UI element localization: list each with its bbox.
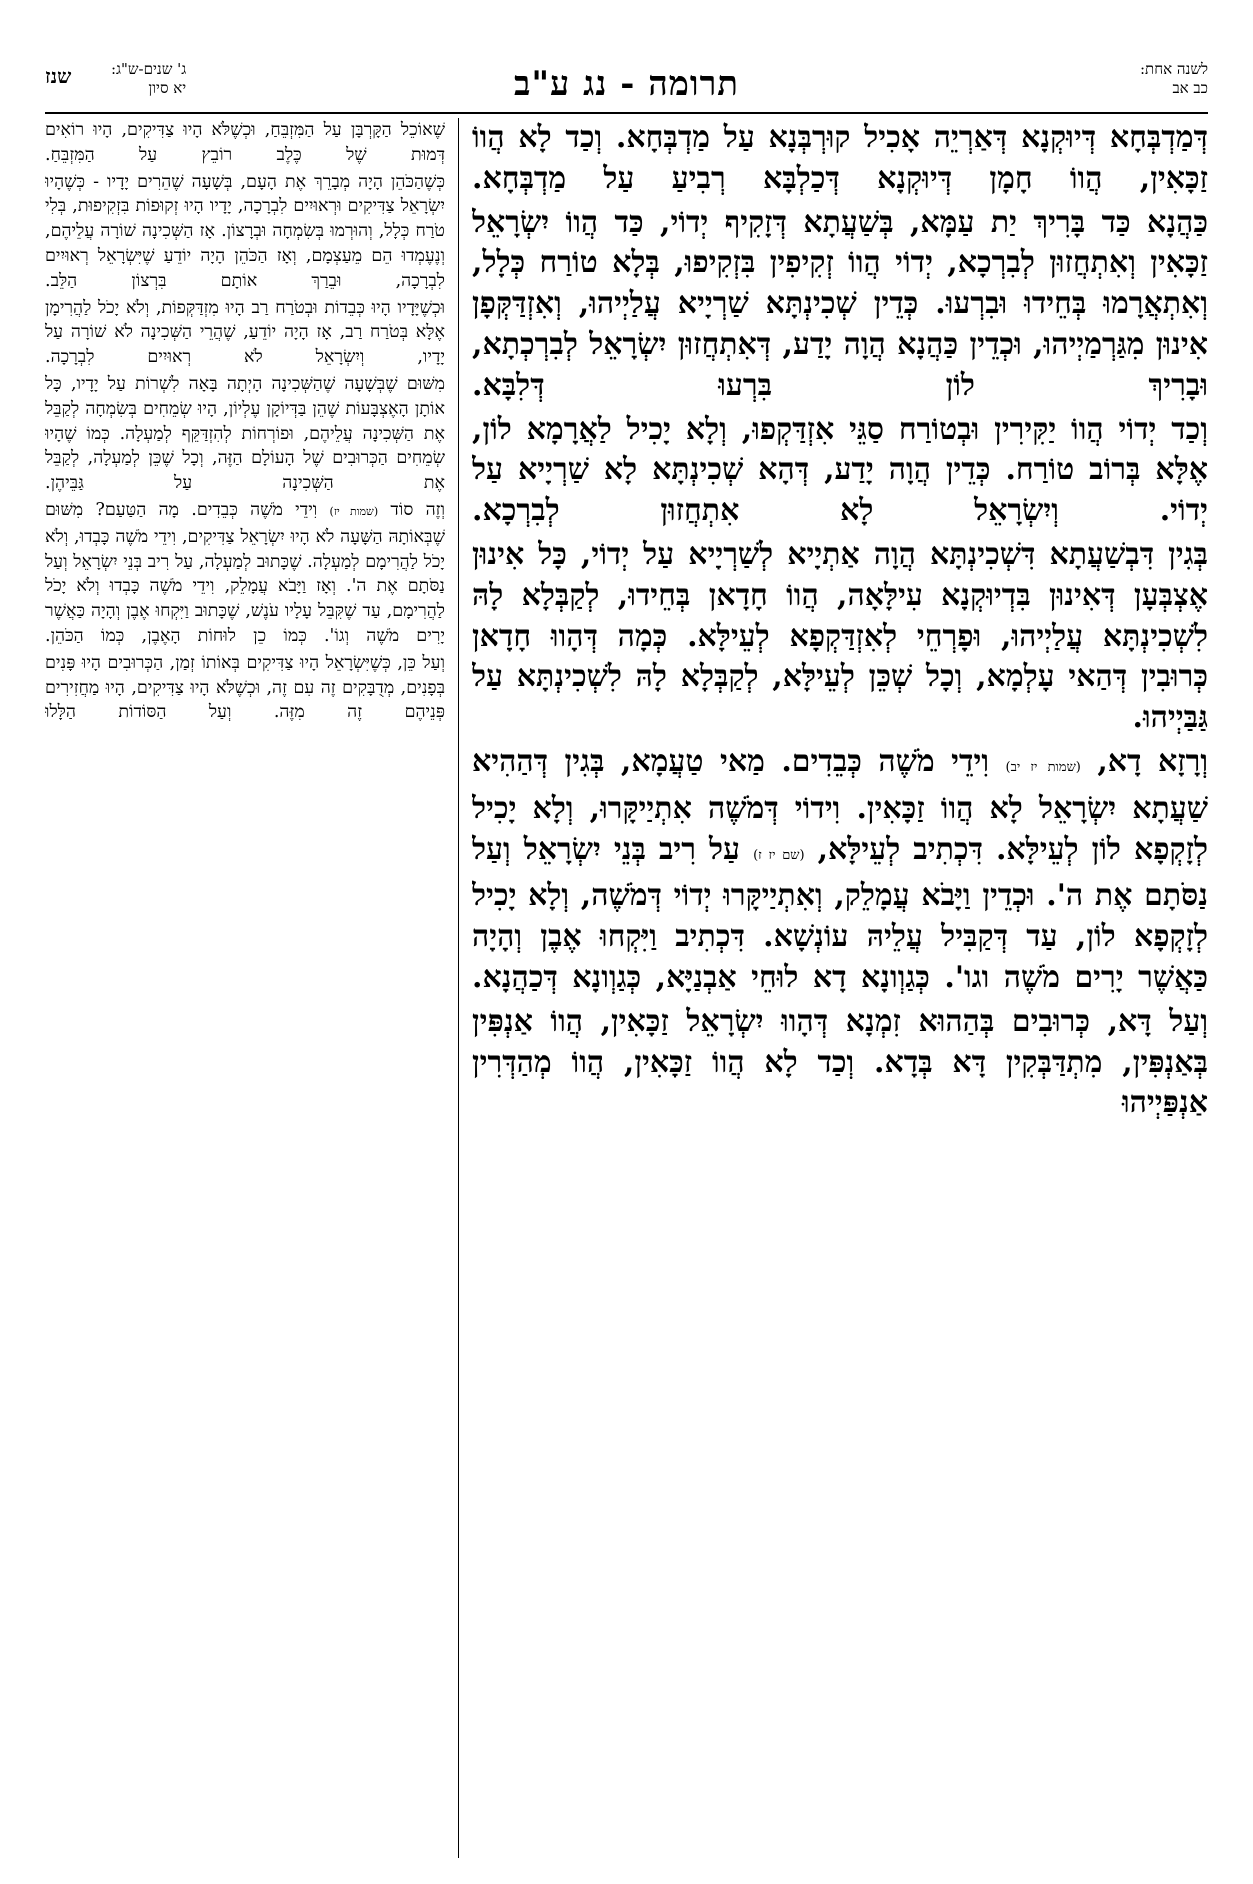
header-right-line2: כב אב — [1172, 79, 1208, 97]
main-paragraph: כַּהֲנָא כַּד בָּרִיךְ יַת עַמָּא, בְּשַׁעֲתָא דְּזָקִיף יְדוֹי, כַּד הֲווֹ יִשְׂרָאֵל זַכָּאִין וְאִתְחֲזוּן לְבִרְכָא, יְדוֹי הֲווֹ זְקִיפִין בִּזְקִיפוּ, בְּלָא טוֹרַח כְּלָל, וְאִתְאֲרָמוּ בְּחֵידוּ וּבִרְעוּ. כְּדֵין שְׁכִינְתָּא שַׁרְיָיא עֲלַיְיהוּ, וְאִזְדַּקְּפָן אִינוּן מִגַּרְמַיְיהוּ, וּכְדֵין כַּהֲנָא הֲוָה יָדַע, דְּאִתְחֲזוּן יִשְׂרָאֵל לְבִרְכְתָא, וּבָרִיךְ לוֹן בִּרְעוּ דְּלִבָּא. — [472, 204, 1208, 403]
side-paragraph: וְעַל כֵּן, כְּשֶׁיִּשְׂרָאֵל הָיוּ צַדִּיקִים בְּאוֹתוֹ זְמַן, הַכְּרוּבִים הָיוּ פָּנִים בְּפָנִים, מְדֻבָּקִים זֶה עִם זֶה, וּכְשֶׁלֹּא הָיוּ צַדִּיקִים, הָיוּ מַחֲזִירִים פְּנֵיהֶם זֶה מִזֶּה. וְעַל הַסּוֹדוֹת הַלָּלוּ — [45, 652, 445, 723]
scripture-reference: (שמות יז) — [329, 504, 379, 518]
main-paragraph: וְעַל דָּא, כְּרוּבִים בְּהַהוּא זִמְנָא דְּהָווּ יִשְׂרָאֵל זַכָּאִין, הֲווֹ אַנְפִּין בְּאַנְפִּין, מִתְדַּבְּקִין דָּא בְּדָא. וְכַד לָא הֲווֹ זַכָּאִין, הֲווֹ מְהַדְּרִין אַנְפַּיְיהוּ — [472, 1003, 1208, 1121]
scripture-reference: (שם יז ז) — [753, 847, 805, 863]
main-paragraph: בְּגִין דִּבְשַׁעֲתָא דִּשְׁכִינְתָּא הֲוָה אַתְיָיא לְשַׁרְיָיא עַל יְדוֹי, כָּל אִינוּן אֶצְבְּעָן דְּאִינוּן בִּדְיוּקְנָא עִילָּאָה, הֲווֹ חָדָאן בְּחֵידוּ, לְקַבְּלָא לָהּ לִשְׁכִינְתָּא עֲלַיְיהוּ, וּפָרְחֵי לְאִזְדַּקְפָא לְעֵילָּא. כְּמָה דְּהָווּ חָדָאן כְּרוּבִין דְּהַאי עָלְמָא, וְכָל שְׁכֵּן לְעֵילָּא, לְקַבְּלָא לָהּ לִשְׁכִינְתָּא עַל גַּבַּיְיהוּ. — [472, 536, 1208, 736]
main-aramaic-column — [472, 118, 1208, 1858]
side-paragraph: מִשּׁוּם שֶׁבְּשָׁעָה שֶׁהַשְּׁכִינָה הָיְתָה בָּאָה לִשְׁרוֹת עַל יָדָיו, כָּל אוֹתָן הָאֶצְבָּעוֹת שֶׁהֵן בַּדְּיוֹקָן עֶלְיוֹן, הָיוּ שְׂמֵחִים בְּשִׂמְחָה לְקַבֵּל אֶת הַשְּׁכִינָה עֲלֵיהֶם, וּפוֹרְחוֹת לְהִזְדַּקֵּף לְמַעְלָה. כְּמוֹ שֶׁהָיוּ שְׂמֵחִים הַכְּרוּבִים שֶׁל הָעוֹלָם הַזֶּה, וְכָל שֶׁכֵּן לְמַעְלָה, לְקַבֵּל אֶת הַשְּׁכִינָה עַל גַּבֵּיהֶן. — [45, 373, 445, 494]
page-number: שנז — [45, 64, 72, 88]
side-paragraph: וּכְשֶׁיָּדָיו הָיוּ כְּבֵדוֹת וּבְטֹרַח רַב הָיוּ מִזְדַּקְּפוֹת, וְלֹא יָכֹל לַהֲרִימָן אֶלָּא בְּטֹרַח רַב, אָז הָיָה יוֹדֵעַ, שֶׁהֲרֵי הַשְּׁכִינָה לֹא שׁוֹרָה עַל יָדָיו, וְיִשְׂרָאֵל לֹא רְאוּיִים לִבְרָכָה. — [45, 297, 445, 368]
main-paragraph: וְכַד יְדוֹי הֲווֹ יַקִּירִין וּבְטוֹרַח סַגֵּי אִזְדַּקְפוּ, וְלָא יָכִיל לַאֲרָמָא לוֹן, אֶלָּא בְּרוֹב טוֹרַח. כְּדֵין הֲוָה יָדַע, דְּהָא שְׁכִינְתָּא לָא שַׁרְיָיא עַל יְדוֹי. וְיִשְׂרָאֵל לָא אִתְחֲזוּן לְבִרְכָא. — [472, 411, 1208, 529]
side-paragraph: שֶׁאוֹכֵל הַקָּרְבָּן עַל הַמִּזְבֵּחַ, וּכְשֶׁלֹּא הָיוּ צַדִּיקִים, הָיוּ רוֹאִים דְּמוּת שֶׁל כֶּלֶב רוֹבֵץ עַל הַמִּזְבֵּחַ. — [45, 120, 445, 165]
hebrew-translation-column — [45, 118, 445, 1858]
header-left-line2: יא סיון — [148, 79, 187, 97]
column-divider — [458, 118, 459, 1858]
side-paragraph-with-ref: וְזֶה סוֹד (שמות יז) וִידֵי מֹשֶׁה כְּבֵדִים. מָה הַטַּעַם? מִשּׁוּם שֶׁבְּאוֹתָהּ הַשָּׁעָה לֹא הָיוּ יִשְׂרָאֵל צַדִּיקִים, וִידֵי מֹשֶׁה כָּבְדוּ, וְלֹא יָכֹל לַהֲרִימָם לְמַעְלָה. שֶׁכָּתוּב לְמַעְלָה, עַל רִיב בְּנֵי יִשְׂרָאֵל וְעַל נַסֹּתָם אֶת ה'. וְאָז וַיָּבֹא עֲמָלֵק, וִידֵי מֹשֶׁה כָּבְדוּ וְלֹא יָכֹל לַהֲרִימָם, עַד שֶׁקִּבֵּל עָלָיו עֹנֶשׁ, שֶׁכָּתוּב וַיִּקְחוּ אֶבֶן וְהָיָה כַּאֲשֶׁר יָרִים מֹשֶׁה וְגוֹ'. כְּמוֹ כֵן לוּחוֹת הָאֶבֶן, כְּמוֹ הַכֹּהֵן. — [45, 499, 445, 646]
header-right-line1: לשנה אחת: — [1140, 60, 1208, 78]
side-paragraph: כְּשֶׁהַכֹּהֵן הָיָה מְבָרֵךְ אֶת הָעָם, בְּשָׁעָה שֶׁהֵרִים יָדָיו - כְּשֶׁהָיוּ יִשְׂרָאֵל צַדִּיקִים וּרְאוּיִים לִבְרָכָה, יָדָיו הָיוּ זְקוּפוֹת בִּזְקִיפוּת, בְּלִי טֹרַח כְּלָל, וְהוּרְמוּ בְּשִׂמְחָה וּבְרָצוֹן. אָז הַשְּׁכִינָה שׁוֹרָה עֲלֵיהֶם, וְנֶעֶמְדוּ הֵם מֵעַצְמָם, וְאָז הַכֹּהֵן הָיָה יוֹדֵעַ שֶׁיִּשְׂרָאֵל רְאוּיִים לִבְרָכָה, וּבֵרַךְ אוֹתָם בִּרְצוֹן הַלֵּב. — [45, 171, 445, 291]
header-rule — [45, 112, 1208, 114]
page-title: תרומה - נג ע"ב — [513, 64, 740, 104]
scripture-reference: (שמות יז יב) — [1005, 759, 1081, 775]
main-paragraph-with-refs: וְרָזָא דָא, (שמות יז יב) וִידֵי מֹשֶׁה כְּבֵדִים. מַאי טַעֲמָא, בְּגִין דְּהַהִיא שַׁעֲתָא יִשְׂרָאֵל לָא הֲווֹ זַכָּאִין. וִידוֹי דְּמֹשֶׁה אִתְיַיקָּרוּ, וְלָא יָכִיל לְזָקְפָא לוֹן לְעֵילָּא. דִּכְתִיב לְעֵילָּא, (שם יז ז) עַל רִיב בְּנֵי יִשְׂרָאֵל וְעַל נַסֹּתָם אֶת ה'. וּכְדֵין וַיָּבֹא עֲמָלֵק, וְאִתְיַיקָּרוּ יְדוֹי דְּמֹשֶׁה, וְלָא יָכִיל לְזָקְפָא לוֹן, עַד דְּקַבִּיל עֲלֵיהּ עוֹנְשָׁא. דִּכְתִיב וַיִּקְחוּ אֶבֶן וְהָיָה כַּאֲשֶׁר יָרִים מֹשֶׁה וגו'. כְּגַוְונָא דָא לוּחֵי אַבְנַיָּא, כְּגַוְונָא דְּכַהֲנָא. — [472, 743, 1208, 995]
main-paragraph: דְּמַדְבְּחָא דְּיוּקְנָא דְּאַרְיֵה אָכִיל קוּרְבְּנָא עַל מַדְבְּחָא. וְכַד לָא הֲווֹ זַכָּאִין, הֲווֹ חָמָן דְּיוּקְנָא דְּכַלְבָּא רְבִיעַ עַל מַדְבְּחָא. — [472, 120, 1208, 196]
header-left-block — [111, 60, 186, 98]
header-left-line1: ג' שנים-ש"ג: — [111, 60, 187, 78]
